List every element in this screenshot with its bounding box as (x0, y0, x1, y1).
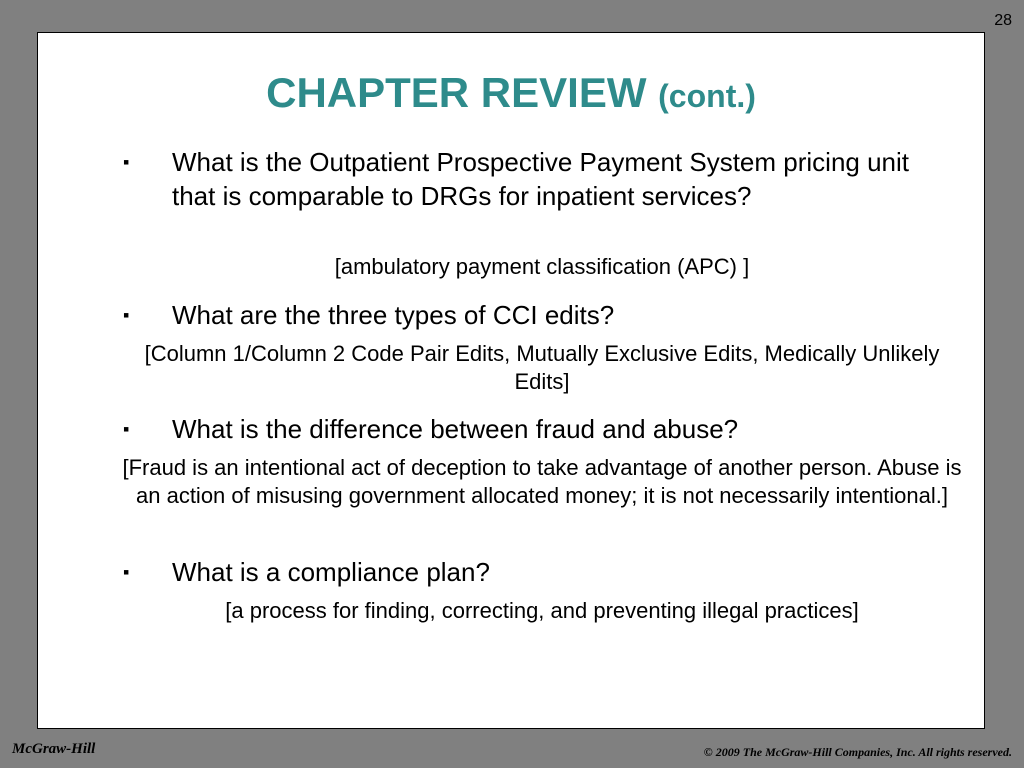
slide-page-number: 28 (994, 12, 1012, 29)
square-bullet-icon: ▪ (123, 562, 130, 582)
answer-text: [a process for finding, correcting, and preventing illegal practices] (225, 598, 859, 623)
answer-text: [Fraud is an intentional act of deception to take advantage of another person. Abuse is an action of misusing government allocated money; it is not necessarily intentional.] (122, 455, 962, 508)
slide-canvas (37, 32, 985, 729)
square-bullet-icon: ▪ (123, 305, 130, 325)
question-text: What is the Outpatient Prospective Payment System pricing unit that is comparable to DRGs for inpatient services? (172, 147, 910, 211)
question-list (38, 33, 984, 728)
question-text: What are the three types of CCI edits? (172, 300, 615, 330)
square-bullet-icon: ▪ (123, 419, 130, 439)
question-text: What is the difference between fraud and abuse? (172, 414, 739, 444)
answer-text: [Column 1/Column 2 Code Pair Edits, Mutually Exclusive Edits, Medically Unlikely Edits] (144, 341, 940, 394)
copyright-text: © 2009 The McGraw-Hill Companies, Inc. All rights reserved. (703, 745, 1012, 759)
answer-text: [ambulatory payment classification (APC) ] (334, 254, 750, 279)
slide-title-main: CHAPTER REVIEW (266, 69, 647, 116)
square-bullet-icon: ▪ (123, 152, 130, 172)
slide-title-suffix: (cont.) (658, 78, 756, 114)
question-text: What is a compliance plan? (172, 557, 490, 587)
publisher-logo-text: McGraw-Hill (12, 741, 96, 757)
